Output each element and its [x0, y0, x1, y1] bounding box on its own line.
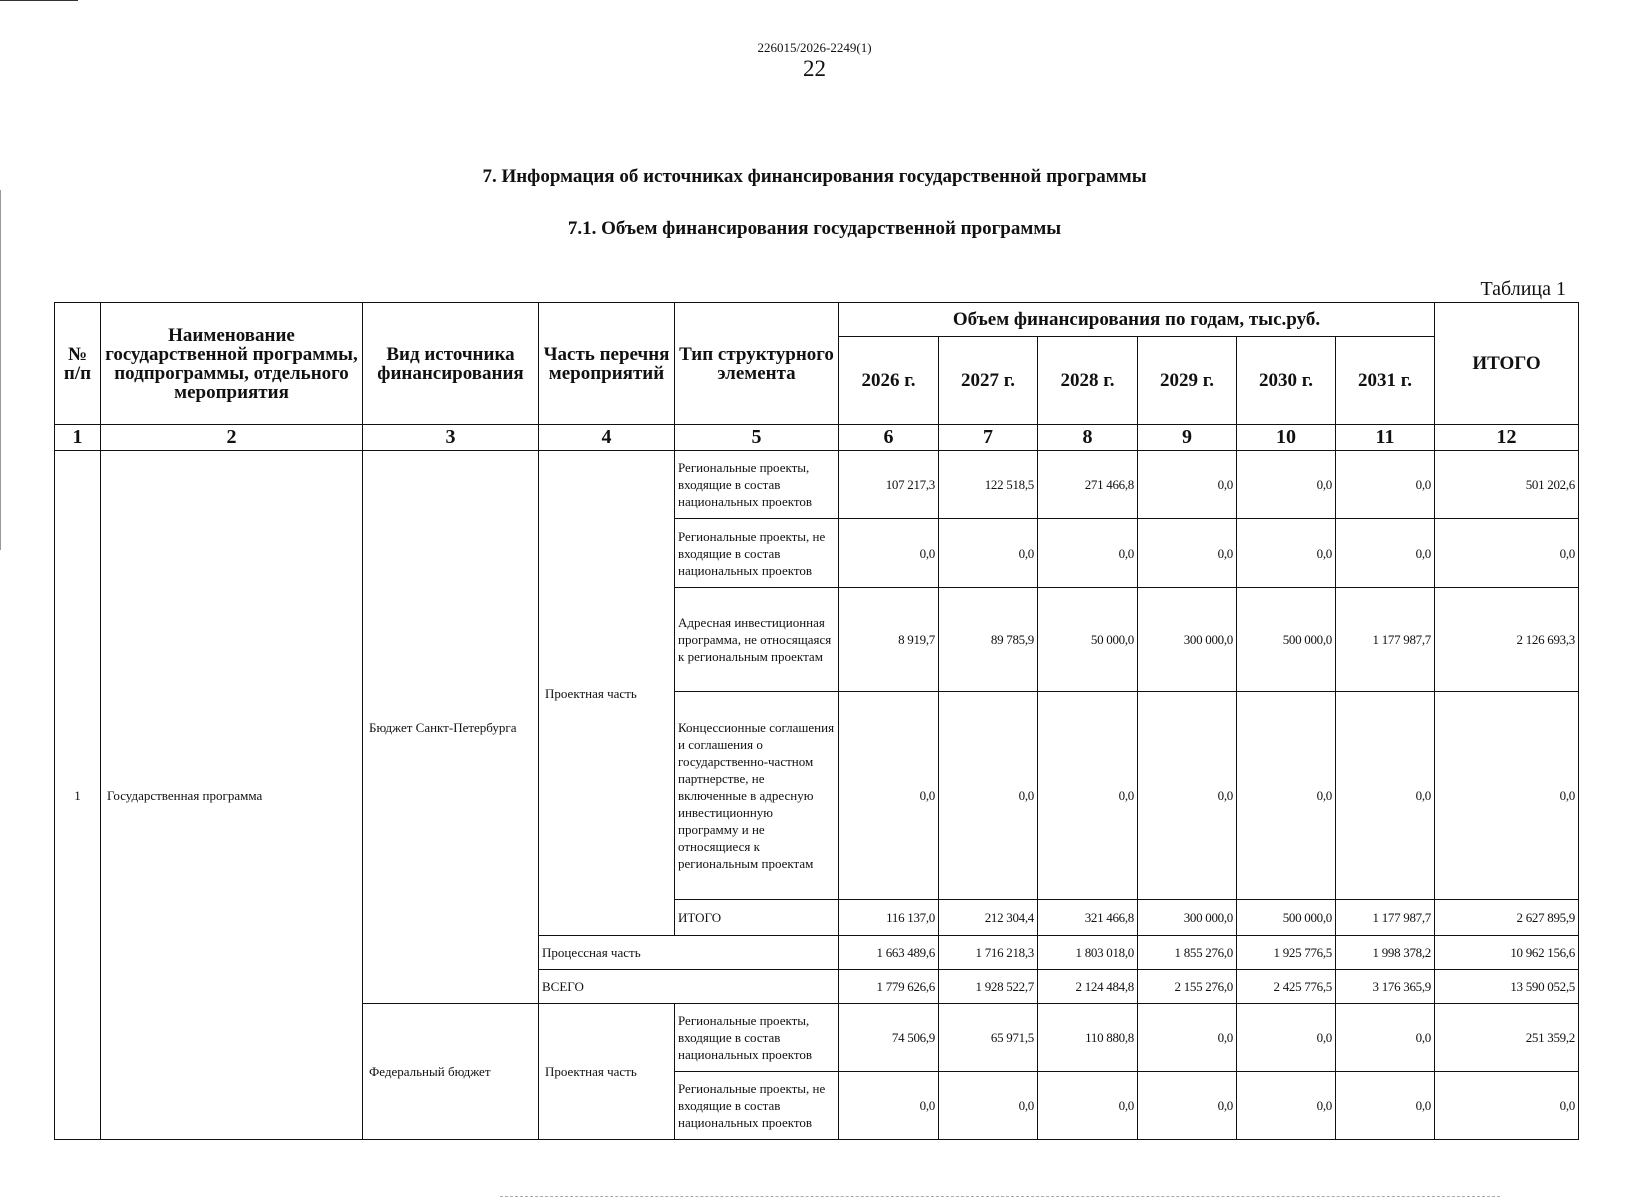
structural-type: Региональные проекты, входящие в состав национальных проектов — [675, 451, 839, 519]
value-cell: 0,0 — [1237, 1072, 1336, 1140]
structural-type: Адресная инвестиционная программа, не относящаяся к региональным проектам — [675, 588, 839, 692]
value-cell: 1 779 626,6 — [839, 970, 939, 1004]
value-cell: 2 124 484,8 — [1038, 970, 1138, 1004]
value-cell: 500 000,0 — [1237, 588, 1336, 692]
value-cell: 50 000,0 — [1038, 588, 1138, 692]
value-cell: 300 000,0 — [1138, 900, 1237, 936]
total-cell: 0,0 — [1435, 519, 1579, 588]
value-cell: 0,0 — [1038, 1072, 1138, 1140]
header-num: № п/п — [55, 303, 101, 425]
all-label: ВСЕГО — [539, 970, 839, 1004]
value-cell: 116 137,0 — [839, 900, 939, 936]
structural-type: Региональные проекты, не входящие в состав национальных проектов — [675, 519, 839, 588]
value-cell: 65 971,5 — [939, 1004, 1038, 1072]
total-cell: 10 962 156,6 — [1435, 936, 1579, 970]
total-cell: 501 202,6 — [1435, 451, 1579, 519]
value-cell: 107 217,3 — [839, 451, 939, 519]
total-cell: 251 359,2 — [1435, 1004, 1579, 1072]
header-name: Наименование государственной программы, подпрограммы, отдельного мероприятия — [101, 303, 363, 425]
value-cell: 1 177 987,7 — [1336, 900, 1435, 936]
value-cell: 321 466,8 — [1038, 900, 1138, 936]
value-cell: 1 716 218,3 — [939, 936, 1038, 970]
column-number: 2 — [101, 425, 363, 451]
structural-type: Концессионные соглашения и соглашения о государственно-частном партнерстве, не включенные в адресную инвестиционную программу и не относящиеся к региональным проектам — [675, 692, 839, 900]
structural-type: Региональные проекты, не входящие в состав национальных проектов — [675, 1072, 839, 1140]
total-cell: 13 590 052,5 — [1435, 970, 1579, 1004]
value-cell: 1 855 276,0 — [1138, 936, 1237, 970]
value-cell: 0,0 — [1237, 1004, 1336, 1072]
header-part: Часть перечня мероприятий — [539, 303, 675, 425]
value-cell: 2 155 276,0 — [1138, 970, 1237, 1004]
header-year: 2030 г. — [1237, 337, 1336, 425]
value-cell: 0,0 — [1336, 1072, 1435, 1140]
table-row — [55, 451, 1579, 519]
value-cell: 89 785,9 — [939, 588, 1038, 692]
value-cell: 74 506,9 — [839, 1004, 939, 1072]
value-cell: 8 919,7 — [839, 588, 939, 692]
value-cell: 1 998 378,2 — [1336, 936, 1435, 970]
program-name: Государственная программа — [101, 451, 363, 1140]
value-cell: 3 176 365,9 — [1336, 970, 1435, 1004]
column-number: 5 — [675, 425, 839, 451]
corner-mark — [0, 0, 78, 1]
value-cell: 0,0 — [939, 519, 1038, 588]
table-caption: Таблица 1 — [1480, 278, 1566, 300]
row-number: 1 — [55, 451, 101, 1140]
total-cell: 0,0 — [1435, 692, 1579, 900]
value-cell: 1 803 018,0 — [1038, 936, 1138, 970]
bottom-scan-line — [500, 1196, 1500, 1198]
source-federal-budget: Федеральный бюджет — [363, 1004, 539, 1140]
column-number: 1 — [55, 425, 101, 451]
column-number: 8 — [1038, 425, 1138, 451]
value-cell: 0,0 — [839, 519, 939, 588]
column-number: 4 — [539, 425, 675, 451]
value-cell: 0,0 — [1237, 519, 1336, 588]
header-year: 2026 г. — [839, 337, 939, 425]
value-cell: 0,0 — [1138, 1004, 1237, 1072]
value-cell: 0,0 — [1237, 451, 1336, 519]
value-cell: 110 880,8 — [1038, 1004, 1138, 1072]
header-volume: Объем финансирования по годам, тыс.руб. — [839, 303, 1435, 337]
structural-type-total: ИТОГО — [675, 900, 839, 936]
value-cell: 0,0 — [1336, 519, 1435, 588]
page-number: 22 — [803, 56, 826, 81]
value-cell: 122 518,5 — [939, 451, 1038, 519]
value-cell: 2 425 776,5 — [1237, 970, 1336, 1004]
value-cell: 1 177 987,7 — [1336, 588, 1435, 692]
value-cell: 0,0 — [839, 692, 939, 900]
value-cell: 300 000,0 — [1138, 588, 1237, 692]
column-number: 11 — [1336, 425, 1435, 451]
part-project-federal: Проектная часть — [539, 1004, 675, 1140]
header-source: Вид источника финансирования — [363, 303, 539, 425]
header-total: ИТОГО — [1435, 303, 1579, 425]
value-cell: 0,0 — [939, 1072, 1038, 1140]
value-cell: 0,0 — [1336, 692, 1435, 900]
document-number: 226015/2026-2249(1) — [757, 40, 872, 55]
column-number: 7 — [939, 425, 1038, 451]
part-process: Процессная часть — [539, 936, 839, 970]
value-cell: 271 466,8 — [1038, 451, 1138, 519]
total-cell: 2 126 693,3 — [1435, 588, 1579, 692]
header-year: 2028 г. — [1038, 337, 1138, 425]
structural-type: Региональные проекты, входящие в состав национальных проектов — [675, 1004, 839, 1072]
value-cell: 0,0 — [1138, 451, 1237, 519]
value-cell: 0,0 — [1336, 1004, 1435, 1072]
header-year: 2029 г. — [1138, 337, 1237, 425]
header-type: Тип структурного элемента — [675, 303, 839, 425]
value-cell: 1 925 776,5 — [1237, 936, 1336, 970]
value-cell: 0,0 — [1237, 692, 1336, 900]
value-cell: 0,0 — [839, 1072, 939, 1140]
header-year: 2027 г. — [939, 337, 1038, 425]
value-cell: 1 663 489,6 — [839, 936, 939, 970]
column-number: 12 — [1435, 425, 1579, 451]
section-subtitle: 7.1. Объем финансирования государственной программы — [567, 218, 1062, 239]
financing-table — [54, 302, 1579, 1140]
column-number: 10 — [1237, 425, 1336, 451]
header-year: 2031 г. — [1336, 337, 1435, 425]
value-cell: 0,0 — [1038, 692, 1138, 900]
column-number: 9 — [1138, 425, 1237, 451]
total-cell: 0,0 — [1435, 1072, 1579, 1140]
source-spb-budget: Бюджет Санкт-Петербурга — [363, 451, 539, 1004]
value-cell: 1 928 522,7 — [939, 970, 1038, 1004]
value-cell: 0,0 — [1138, 1072, 1237, 1140]
value-cell: 0,0 — [1336, 451, 1435, 519]
value-cell: 212 304,4 — [939, 900, 1038, 936]
scan-edge-mark — [0, 190, 1, 550]
column-number: 3 — [363, 425, 539, 451]
value-cell: 500 000,0 — [1237, 900, 1336, 936]
part-project: Проектная часть — [539, 451, 675, 936]
total-cell: 2 627 895,9 — [1435, 900, 1579, 936]
section-title: 7. Информация об источниках финансирования государственной программы — [482, 166, 1147, 187]
value-cell: 0,0 — [1138, 692, 1237, 900]
value-cell: 0,0 — [1038, 519, 1138, 588]
value-cell: 0,0 — [1138, 519, 1237, 588]
value-cell: 0,0 — [939, 692, 1038, 900]
column-number: 6 — [839, 425, 939, 451]
financing-table-wrapper — [54, 302, 1579, 1140]
